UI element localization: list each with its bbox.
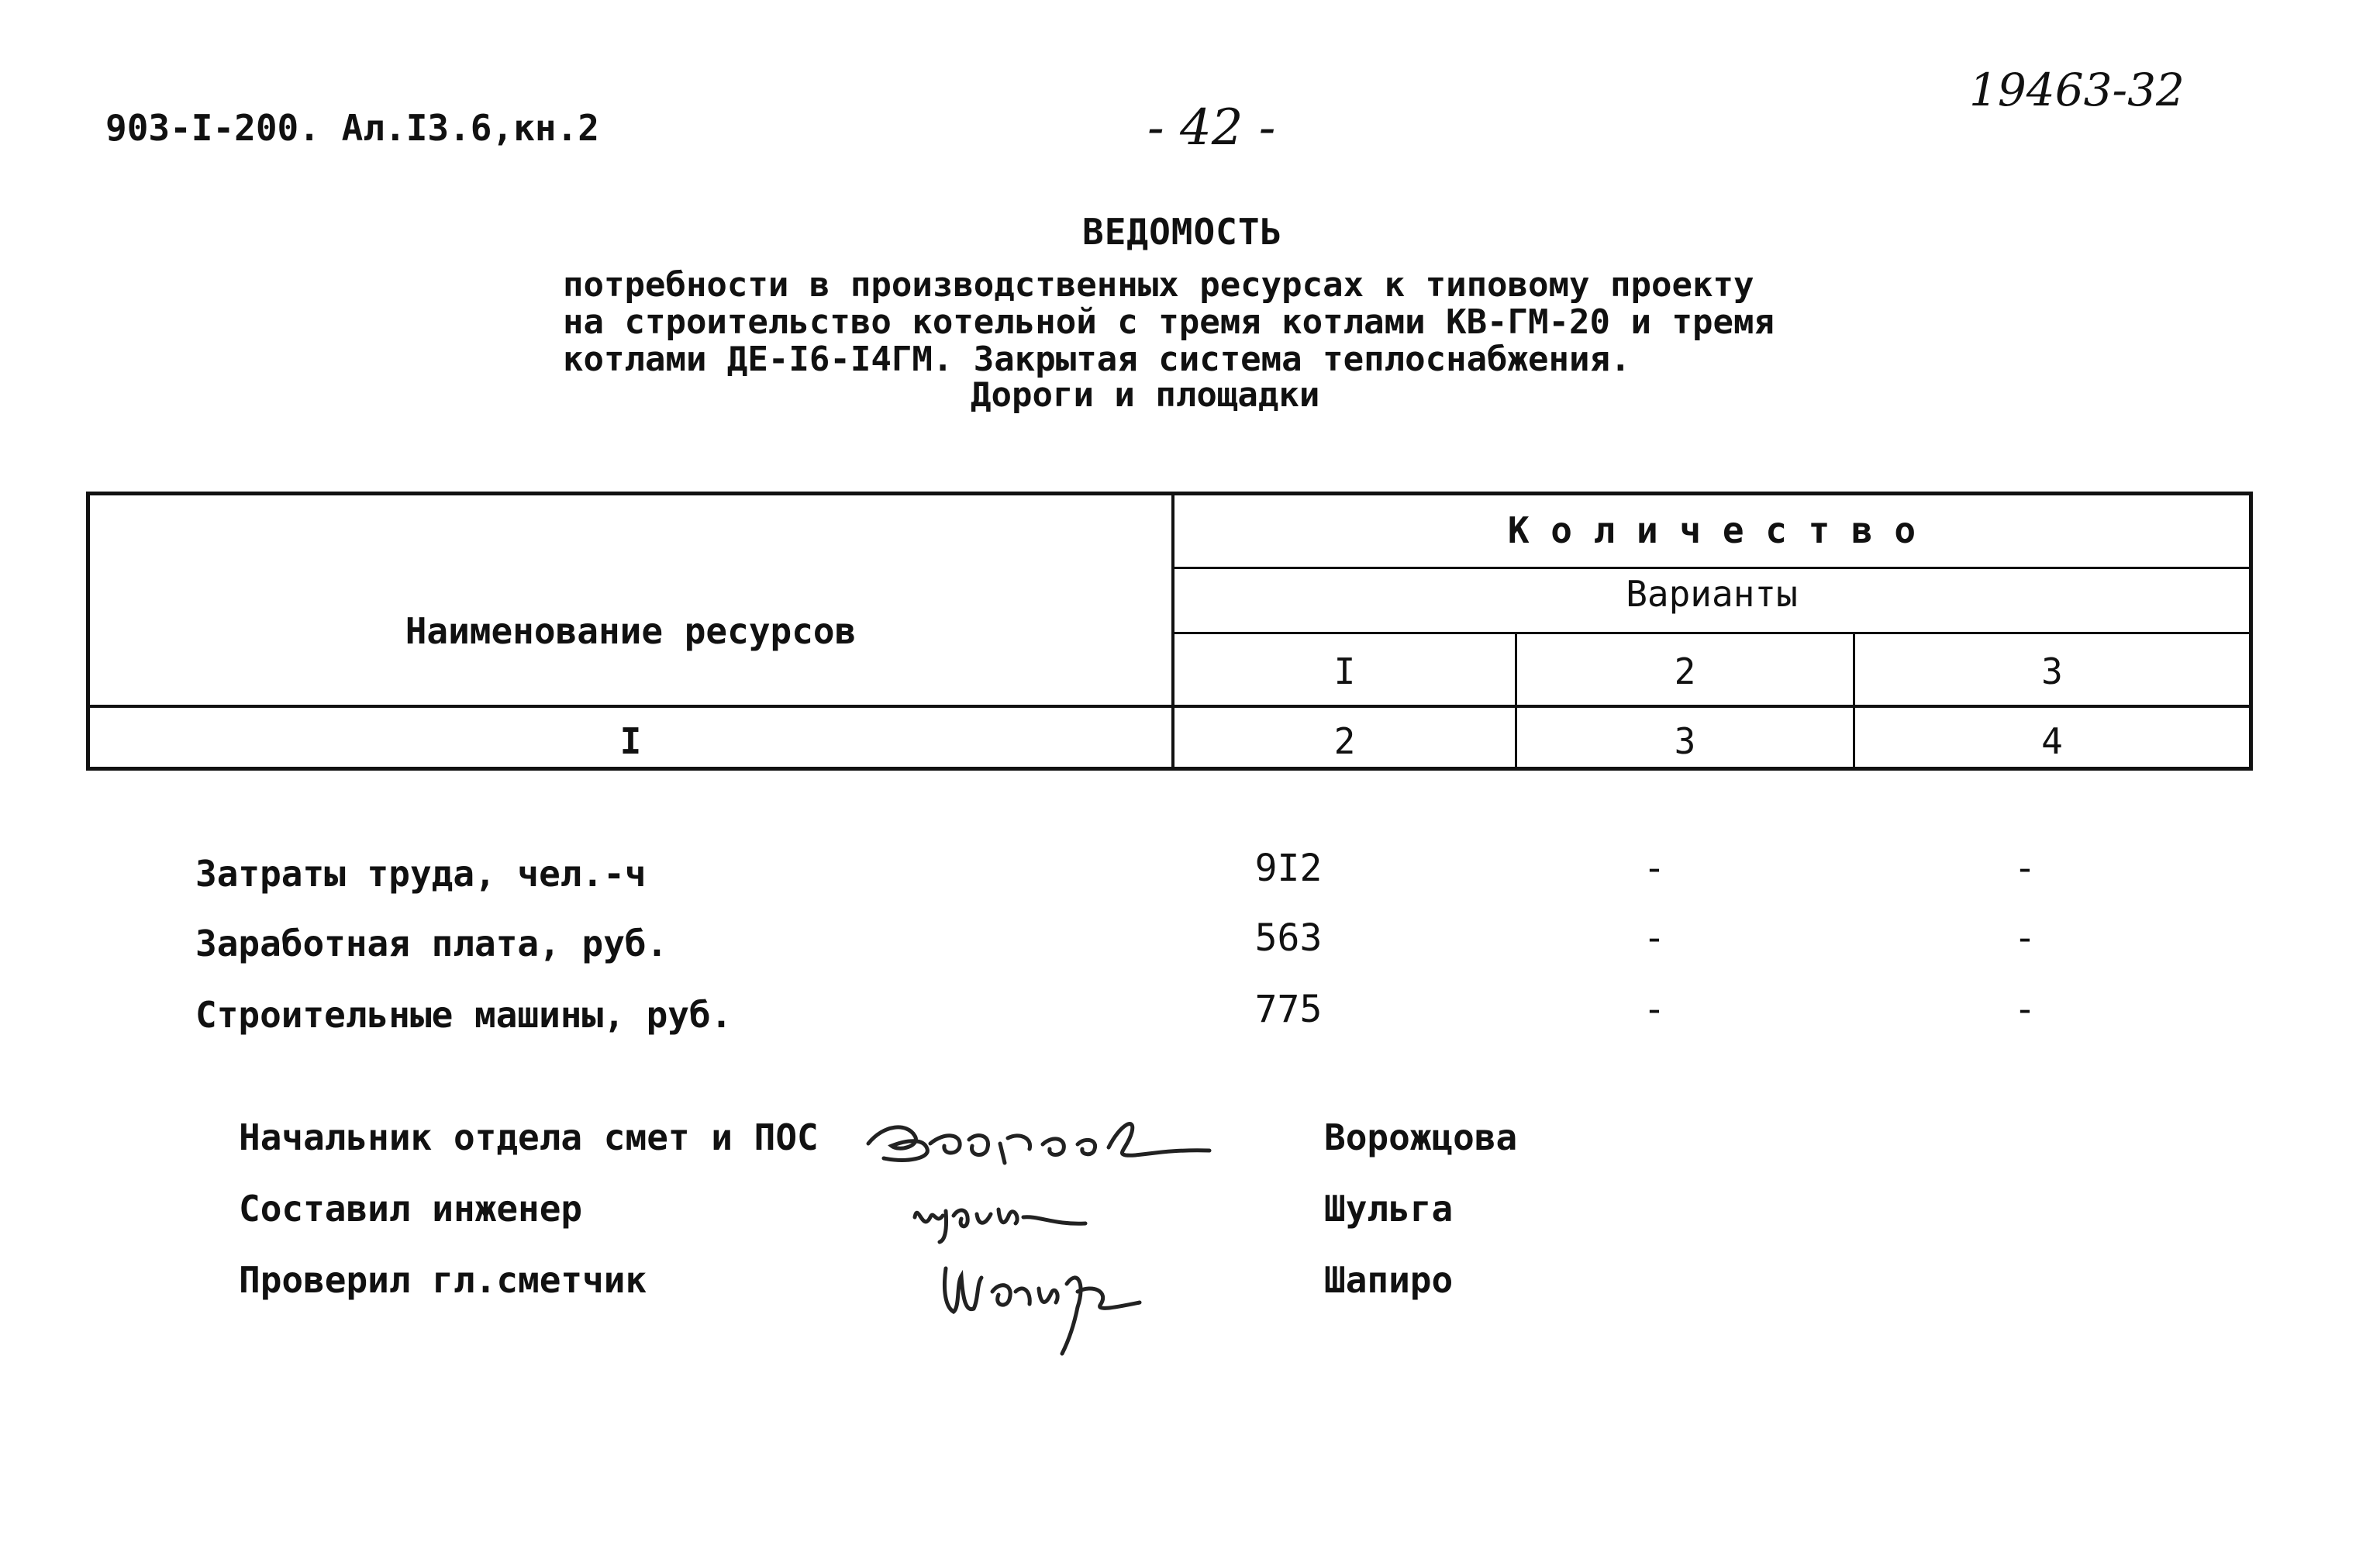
- subtitle-line: потребности в производственных ресурсах к типовому проекту: [563, 265, 1754, 305]
- document-code: 903-I-200. Ал.I3.6,кн.2: [105, 107, 599, 149]
- resource-name: Затраты труда, чел.-ч: [195, 853, 647, 895]
- signature-name: Шульга: [1324, 1188, 1454, 1230]
- quantity-header: К о л и ч е с т в о: [1507, 509, 1916, 551]
- subtitle-line: Дороги и площадки: [971, 375, 1320, 415]
- document-subtitle: [563, 267, 1775, 378]
- document-title: ВЕДОМОСТЬ: [1082, 211, 1283, 253]
- resource-value: 9I2: [1254, 847, 1323, 890]
- resource-value: -: [2013, 916, 2037, 960]
- resource-name: Заработная плата, руб.: [195, 923, 668, 964]
- column-number: I: [619, 720, 642, 762]
- table-divider: [90, 705, 2249, 708]
- handwritten-signature-icon: [853, 1101, 1217, 1171]
- table-divider: [1174, 632, 2249, 634]
- signature-name: Шапиро: [1324, 1259, 1454, 1301]
- signature-role: Проверил гл.сметчик: [239, 1259, 647, 1301]
- variant-label: I: [1333, 650, 1356, 692]
- table-divider: [1174, 567, 2249, 569]
- variant-label: 2: [1674, 650, 1696, 692]
- signature-role: Начальник отдела смет и ПОС: [239, 1116, 819, 1158]
- resource-name-header: Наименование ресурсов: [405, 610, 857, 652]
- resource-value: 775: [1254, 988, 1323, 1031]
- resource-value: -: [2013, 847, 2037, 890]
- variants-header: Варианты: [1626, 573, 1798, 615]
- resource-name: Строительные машины, руб.: [195, 994, 733, 1036]
- column-number: 3: [1674, 720, 1696, 762]
- column-number: 2: [1333, 720, 1356, 762]
- page-number: - 42 -: [1147, 99, 1276, 157]
- column-number: 4: [2041, 720, 2063, 762]
- resource-value: -: [1643, 847, 1666, 890]
- archive-number: 19463-32: [1969, 64, 2185, 116]
- resource-table: [86, 492, 2253, 771]
- variant-label: 3: [2041, 650, 2063, 692]
- resource-value: -: [1643, 916, 1666, 960]
- handwritten-signature-icon: [923, 1237, 1178, 1361]
- resource-value: 563: [1254, 916, 1323, 960]
- subtitle-line: на строительство котельной с тремя котлами КВ-ГМ-20 и тремя: [563, 302, 1775, 342]
- resource-value: -: [2013, 988, 2037, 1031]
- resource-value: -: [1643, 988, 1666, 1031]
- signature-role: Составил инженер: [239, 1188, 583, 1230]
- subtitle-line: котлами ДЕ-I6-I4ГМ. Закрытая система теплоснабжения.: [563, 340, 1631, 379]
- signature-name: Ворожцова: [1324, 1116, 1518, 1158]
